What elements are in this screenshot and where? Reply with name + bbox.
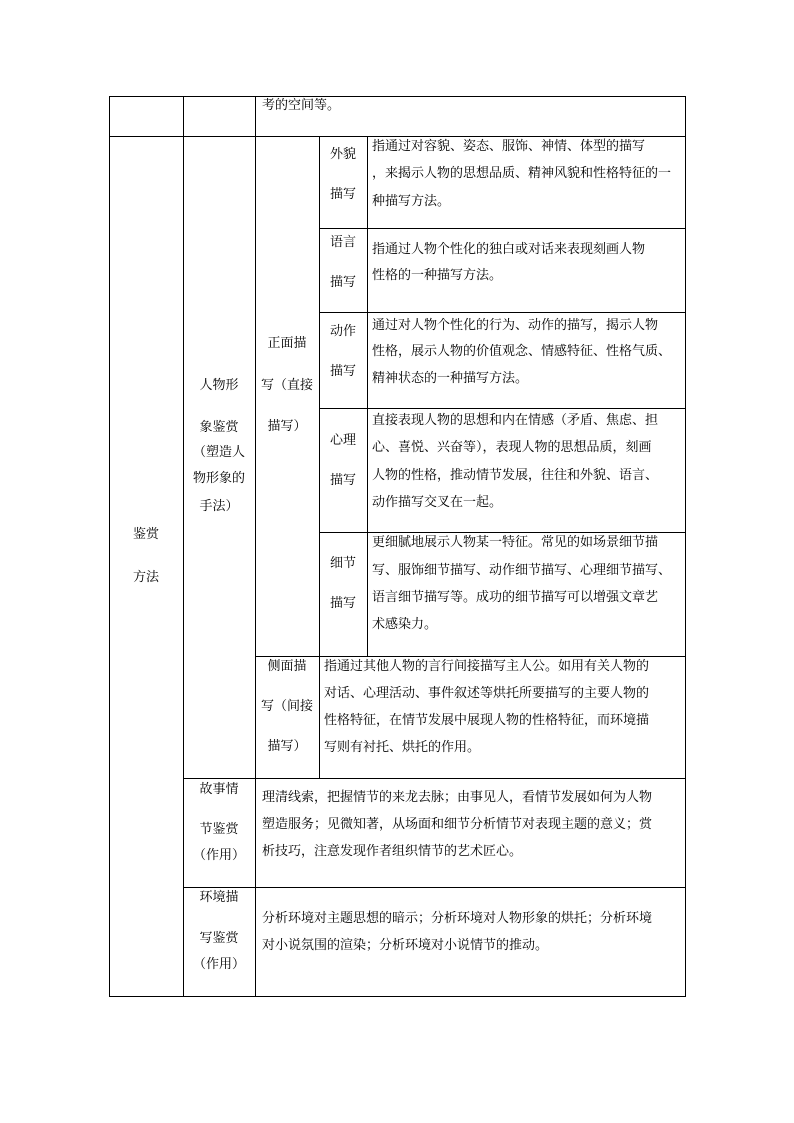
method-desc-detail-4: 术感染力。 <box>372 617 438 632</box>
indirect-label-1: 侧面描 <box>267 659 307 674</box>
method-desc-psych-2: 心、喜悦、兴奋等），表现人物的思想品质，刻画 <box>372 440 652 455</box>
method-desc-appearance-2: ，来揭示人物的思想品质、精神风貌和性格特征的一 <box>372 166 672 181</box>
figure-label-1: 人物形 <box>199 378 239 393</box>
method-name-psych-2: 描写 <box>329 473 356 488</box>
plot-label-2: 节鉴赏 <box>199 822 239 837</box>
method-desc-detail-2: 写、服饰细节描写、动作细节描写、心理细节描写、 <box>372 563 672 578</box>
method-desc-action-3: 精神状态的一种描写方法。 <box>372 371 529 386</box>
indirect-desc-4: 写则有衬托、烘托的作用。 <box>324 740 481 755</box>
section-label-2: 方法 <box>132 570 159 585</box>
indirect-label-2: 写（间接 <box>260 699 313 714</box>
method-desc-psych-3: 人物的性格，推动情节发展，往往和外貌、语言、 <box>372 468 659 483</box>
method-name-detail-1: 细节 <box>329 556 356 571</box>
rule-method2 <box>319 312 685 313</box>
method-name-appearance-1: 外貌 <box>329 147 356 162</box>
method-name-speech-1: 语言 <box>329 235 356 250</box>
indirect-desc-3: 性格特征，在情节发展中展现人物的性格特征，而环境描 <box>324 713 650 728</box>
rule-col2 <box>255 96 256 997</box>
method-name-action-1: 动作 <box>329 324 356 339</box>
method-desc-psych-1: 直接表现人物的思想和内在情感（矛盾、焦虑、担 <box>372 413 659 428</box>
method-name-detail-2: 描写 <box>329 596 356 611</box>
figure-label-4: 物形象的 <box>192 471 245 486</box>
figure-label-5: 手法） <box>199 499 239 514</box>
plot-desc-2: 塑造服务；见微知著，从场面和细节分析情节对表现主题的意义；赏 <box>262 817 653 832</box>
method-desc-appearance-3: 种描写方法。 <box>372 194 451 209</box>
method-desc-detail-1: 更细腻地展示人物某一特征。常见的如场景细节描 <box>372 535 659 550</box>
rule-col4 <box>367 136 368 657</box>
plot-label-3: （作用） <box>192 848 245 863</box>
method-desc-action-2: 性格，展示人物的价值观念、情感特征、性格气质、 <box>372 344 672 359</box>
continuation-text: 考的空间等。 <box>262 98 341 113</box>
method-desc-action-1: 通过对人物个性化的行为、动作的描写，揭示人物 <box>372 318 659 333</box>
method-desc-psych-4: 动作描写交叉在一起。 <box>372 495 503 510</box>
env-desc-2: 对小说氛围的渲染；分析环境对小说情节的推动。 <box>262 938 549 953</box>
rule-method1 <box>319 228 685 229</box>
rule-col-right <box>685 96 686 997</box>
env-label-1: 环境描 <box>199 890 239 905</box>
figure-label-2: 象鉴赏 <box>199 420 239 435</box>
plot-desc-3: 析技巧，注意发现作者组织情节的艺术匠心。 <box>262 844 523 859</box>
figure-label-3: （塑造人 <box>192 445 245 460</box>
method-name-psych-1: 心理 <box>329 433 356 448</box>
env-label-2: 写鉴赏 <box>199 931 239 946</box>
indirect-desc-1: 指通过其他人物的言行间接描写主人公。如用有关人物的 <box>324 659 650 674</box>
direct-label-3: 描写） <box>267 419 307 434</box>
method-name-action-2: 描写 <box>329 364 356 379</box>
method-desc-appearance-1: 指通过对容貌、姿态、服饰、神情、体型的描写 <box>372 139 646 154</box>
indirect-desc-2: 对话、心理活动、事件叙述等烘托所要描写的主要人物的 <box>324 686 650 701</box>
method-desc-detail-3: 语言细节描写等。成功的细节描写可以增强文章艺 <box>372 590 659 605</box>
env-desc-1: 分析环境对主题思想的暗示；分析环境对人物形象的烘托；分析环境 <box>262 911 653 926</box>
method-name-appearance-2: 描写 <box>329 187 356 202</box>
method-name-speech-2: 描写 <box>329 275 356 290</box>
indirect-label-3: 描写） <box>267 739 307 754</box>
plot-desc-1: 理清线索，把握情节的来龙去脉；由事见人，看情节发展如何为人物 <box>262 790 653 805</box>
rule-top <box>109 96 685 97</box>
env-label-3: （作用） <box>192 957 245 972</box>
direct-label-1: 正面描 <box>267 336 307 351</box>
direct-label-2: 写（直接 <box>260 378 313 393</box>
rule-plot-end <box>183 887 685 888</box>
method-desc-speech-2: 性格的一种描写方法。 <box>372 268 503 283</box>
plot-label-1: 故事情 <box>199 782 239 797</box>
rule-figure-end <box>183 778 685 779</box>
method-desc-speech-1: 指通过人物个性化的独白或对话来表现刻画人物 <box>372 242 646 257</box>
rule-bottom <box>109 996 685 997</box>
section-label-1: 鉴赏 <box>132 527 159 542</box>
